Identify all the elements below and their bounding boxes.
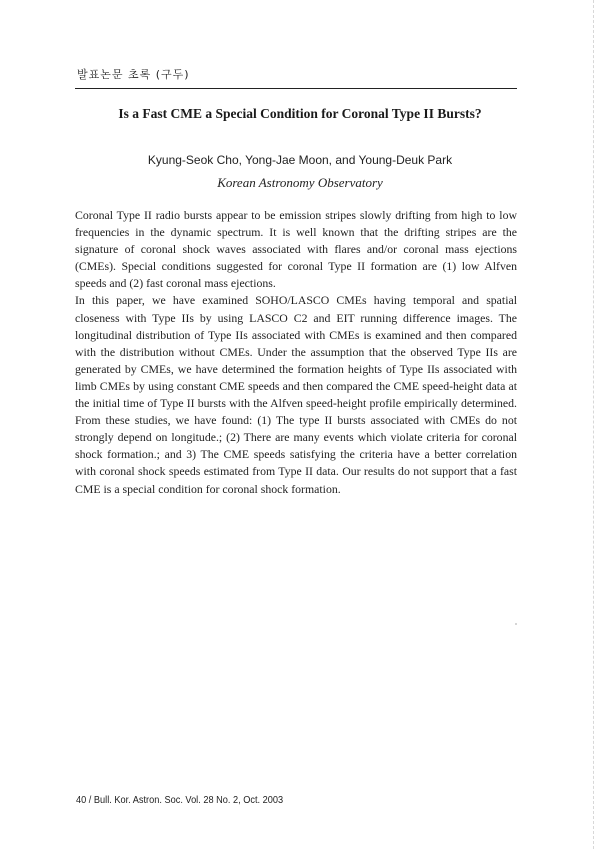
scan-edge bbox=[593, 0, 594, 849]
page-footer-citation: 40 / Bull. Kor. Astron. Soc. Vol. 28 No. 2, Oct. 2003 bbox=[76, 795, 284, 806]
abstract-body bbox=[75, 207, 517, 498]
header-rule bbox=[75, 88, 517, 89]
paper-authors: Kyung-Seok Cho, Yong-Jae Moon, and Young-Deuk Park bbox=[147, 153, 453, 167]
abstract-paragraph-2: In this paper, we have examined SOHO/LASCO CMEs having temporal and spatial closeness with Type IIs by using LASCO C2 and EIT running difference images. The longitudinal distribution of Type IIs associated with CMEs is examined and then compared with the distribution without CMEs. Under the assumption that the observed Type IIs are generated by CMEs, we have determined the formation heights of Type IIs associated with limb CMEs by using constant CME speeds and then compared the CME speed-height data at the initial time of Type II bursts with the Alfven speed-height profile empirically determined. From these studies, we have found: (1) The type II bursts associated with CMEs do not strongly depend on longitude.; (2) There are many events which violate criteria for coronal shock formation.; and 3) The CME speeds satisfying the criteria have a better correlation with coronal shock speeds estimated from Type II data. Our results do not support that a fast CME is a special condition for coronal shock formation. bbox=[75, 293, 517, 496]
abstract-paragraph-1: Coronal Type II radio bursts appear to be emission stripes slowly drifting from high to low frequencies in the dynamic spectrum. It is well known that the drifting stripes are the signature of coronal shock waves associated with flares and/or coronal mass ejections (CMEs). Special conditions suggested for coronal Type II formation are (1) low Alfven speeds and (2) fast coronal mass ejections. bbox=[75, 208, 517, 291]
paper-affiliation: Korean Astronomy Observatory bbox=[217, 175, 383, 190]
paper-title: Is a Fast CME a Special Condition for Coronal Type II Bursts? bbox=[118, 106, 482, 121]
scan-speck bbox=[515, 623, 517, 625]
section-label: 발표논문 초록 (구두) bbox=[77, 68, 190, 81]
